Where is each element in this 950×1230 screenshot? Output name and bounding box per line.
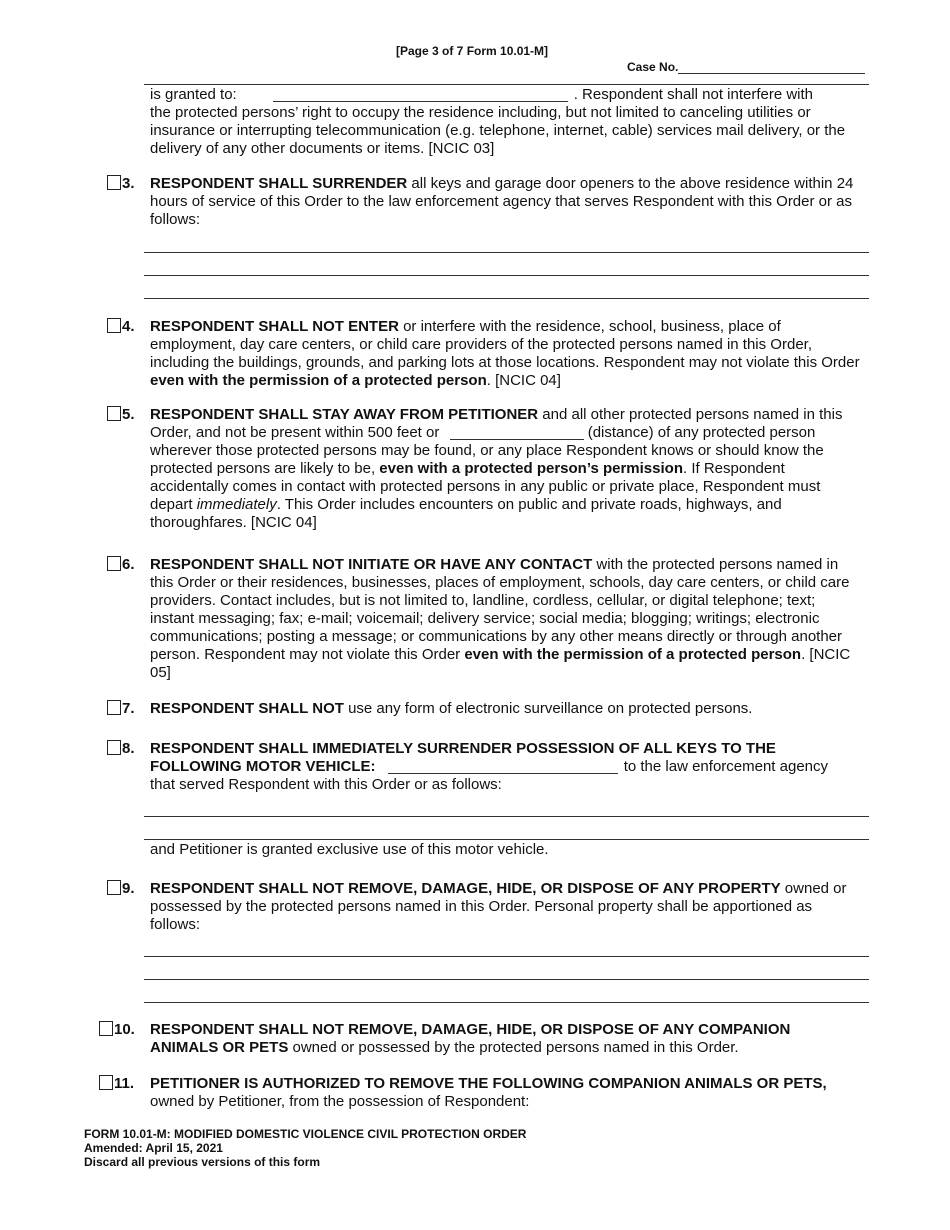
item-3-heading: RESPONDENT SHALL SURRENDER (150, 175, 408, 192)
item-4-body-end: . [NCIC 04] (486, 372, 561, 389)
item-4-checkbox[interactable] (107, 318, 121, 333)
item-6-body: with the protected persons named in this Order or their residences, businesses, places of employment, schools, day care centers, or child care providers. Contact includes, but is not limited to, landline, cordless, cellular, or digital telephone; text; instant messaging; fax; e-mail; voicemail; delivery service; social media; blogging; writings; electronic communications; posting a message; or communications by any other means directly or through another person. Respondent may not violate this Order (150, 556, 850, 663)
item-5-body-3: . If Respondent accidentally comes in contact with protected persons in any public or private place, Respondent must depart (150, 460, 821, 513)
item-7-num-text: 7. (122, 700, 135, 717)
item-9-blank-line-3[interactable] (144, 1002, 869, 1003)
item-3-number (107, 175, 135, 193)
granted-to-line (150, 86, 862, 104)
item-8-blank-line-1[interactable] (144, 816, 869, 817)
case-no-text: Case No. (627, 60, 679, 74)
item-11-heading: PETITIONER IS AUTHORIZED TO REMOVE THE FOLLOWING COMPANION ANIMALS OR PETS, (150, 1075, 827, 1092)
item-8-heading: RESPONDENT SHALL IMMEDIATELY SURRENDER POSSESSION OF ALL KEYS TO THE FOLLOWING MOTOR VEHICLE: (150, 740, 776, 775)
item-9-blank-line-2[interactable] (144, 979, 869, 980)
item-10-heading: RESPONDENT SHALL NOT REMOVE, DAMAGE, HIDE, OR DISPOSE OF ANY COMPANION ANIMALS OR PETS (150, 1021, 791, 1056)
item-5-heading: RESPONDENT SHALL STAY AWAY FROM PETITIONER (150, 406, 539, 423)
page-label: [Page 3 of 7 Form 10.01-M] (396, 44, 549, 58)
item-6-heading: RESPONDENT SHALL NOT INITIATE OR HAVE ANY CONTACT (150, 556, 593, 573)
item-11-num-text: 11. (114, 1075, 135, 1092)
item-8-number (107, 740, 135, 758)
item-11-text (150, 1075, 862, 1111)
header-divider (144, 84, 869, 85)
item-4-number (107, 318, 135, 336)
item-5-number (107, 406, 135, 424)
item-6-emphasis: even with the permission of a protected person (464, 646, 802, 663)
item-4-heading: RESPONDENT SHALL NOT ENTER (150, 318, 399, 335)
item-8-num-text: 8. (122, 740, 135, 757)
item-3-num-text: 3. (122, 175, 135, 192)
item-3-checkbox[interactable] (107, 175, 121, 190)
case-no-label (627, 59, 865, 74)
item-9-number (107, 880, 135, 898)
item-3-blank-line-1[interactable] (144, 252, 869, 253)
item-11-body: owned by Petitioner, from the possession of Respondent: (150, 1093, 530, 1110)
item-4-body: or interfere with the residence, school, business, place of employment, day care centers, or child care providers of the protected persons named in this Order, including the buildings, grounds, and parking lots at those locations. Respondent may not violate this Order (150, 318, 860, 371)
item-4-text (150, 318, 862, 390)
continuation-paragraph (150, 86, 862, 158)
item-10-number (99, 1021, 135, 1039)
item-9-heading: RESPONDENT SHALL NOT REMOVE, DAMAGE, HIDE, OR DISPOSE OF ANY PROPERTY (150, 880, 781, 897)
item-3-blank-line-3[interactable] (144, 298, 869, 299)
granted-to-rest: . Respondent shall not interfere with (573, 86, 814, 103)
form-footer (84, 1127, 526, 1169)
item-8-blank-line-2[interactable] (144, 839, 869, 840)
case-no-field[interactable] (678, 59, 865, 74)
item-10-text (150, 1021, 862, 1057)
item-8-body-2: that served Respondent with this Order or as follows: (150, 776, 502, 793)
item-4-num-text: 4. (122, 318, 135, 335)
item-8-vehicle-field[interactable] (388, 759, 618, 774)
footer-amended-date: Amended: April 15, 2021 (84, 1141, 223, 1155)
item-5-body-end: . This Order includes encounters on public and private roads, highways, and thoroughfares. [NCIC 04] (150, 496, 782, 531)
item-5-emphasis: even with a protected person’s permission (379, 460, 683, 477)
item-7-body: use any form of electronic surveillance on protected persons. (343, 700, 753, 717)
item-8-body: to the law enforcement agency (619, 758, 829, 775)
item-5-text (150, 406, 862, 532)
item-10-body: owned or possessed by the protected persons named in this Order. (288, 1039, 739, 1056)
item-3-body: all keys and garage door openers to the above residence within 24 hours of service of this Order to the law enforcement agency that serves Respondent with this Order or as follows: (150, 175, 854, 228)
item-8-checkbox[interactable] (107, 740, 121, 755)
item-7-checkbox[interactable] (107, 700, 121, 715)
item-7-heading: RESPONDENT SHALL NOT (150, 700, 344, 717)
item-9-text (150, 880, 862, 934)
footer-form-title: FORM 10.01-M: MODIFIED DOMESTIC VIOLENCE CIVIL PROTECTION ORDER (84, 1127, 527, 1141)
item-6-checkbox[interactable] (107, 556, 121, 571)
item-5-distance-field[interactable] (450, 425, 584, 440)
item-4-emphasis: even with the permission of a protected person (150, 372, 487, 389)
item-9-checkbox[interactable] (107, 880, 121, 895)
item-6-body-end: . [NCIC 05] (150, 646, 851, 681)
item-7-number (107, 700, 135, 718)
item-5-num-text: 5. (122, 406, 135, 423)
item-5-checkbox[interactable] (107, 406, 121, 421)
item-8-text (150, 740, 862, 794)
item-10-checkbox[interactable] (99, 1021, 113, 1036)
item-5-body-2: (distance) of any protected person wherever those protected persons may be found, or any place Respondent knows or should know the protected persons are likely to be, (150, 424, 824, 477)
footer-discard-note: Discard all previous versions of this form (84, 1155, 321, 1169)
item-5-italic: immediately (196, 496, 277, 513)
granted-to-label: is granted to: (150, 86, 237, 103)
item-7-text (150, 700, 862, 718)
item-10-num-text: 10. (114, 1021, 135, 1038)
item-3-text (150, 175, 862, 229)
item-6-num-text: 6. (122, 556, 135, 573)
continuation-text: the protected persons’ right to occupy the residence including, but not limited to canceling utilities or insurance or interrupting telecommunication (e.g. telephone, internet, cable) services mail delivery, or the delivery of any other documents or items. [NCIC 03] (150, 104, 846, 157)
item-9-body: owned or possessed by the protected persons named in this Order. Personal property shall be apportioned as follows: (150, 880, 847, 933)
item-5-body: and all other protected persons named in this Order, and not be present within 500 feet or (150, 406, 843, 441)
item-11-number (99, 1075, 134, 1093)
item-8-after-text: and Petitioner is granted exclusive use of this motor vehicle. (150, 841, 549, 858)
item-3-blank-line-2[interactable] (144, 275, 869, 276)
item-9-num-text: 9. (122, 880, 135, 897)
granted-to-field[interactable] (273, 87, 568, 102)
item-6-number (107, 556, 135, 574)
item-11-checkbox[interactable] (99, 1075, 113, 1090)
item-9-blank-line-1[interactable] (144, 956, 869, 957)
item-6-text (150, 556, 862, 682)
